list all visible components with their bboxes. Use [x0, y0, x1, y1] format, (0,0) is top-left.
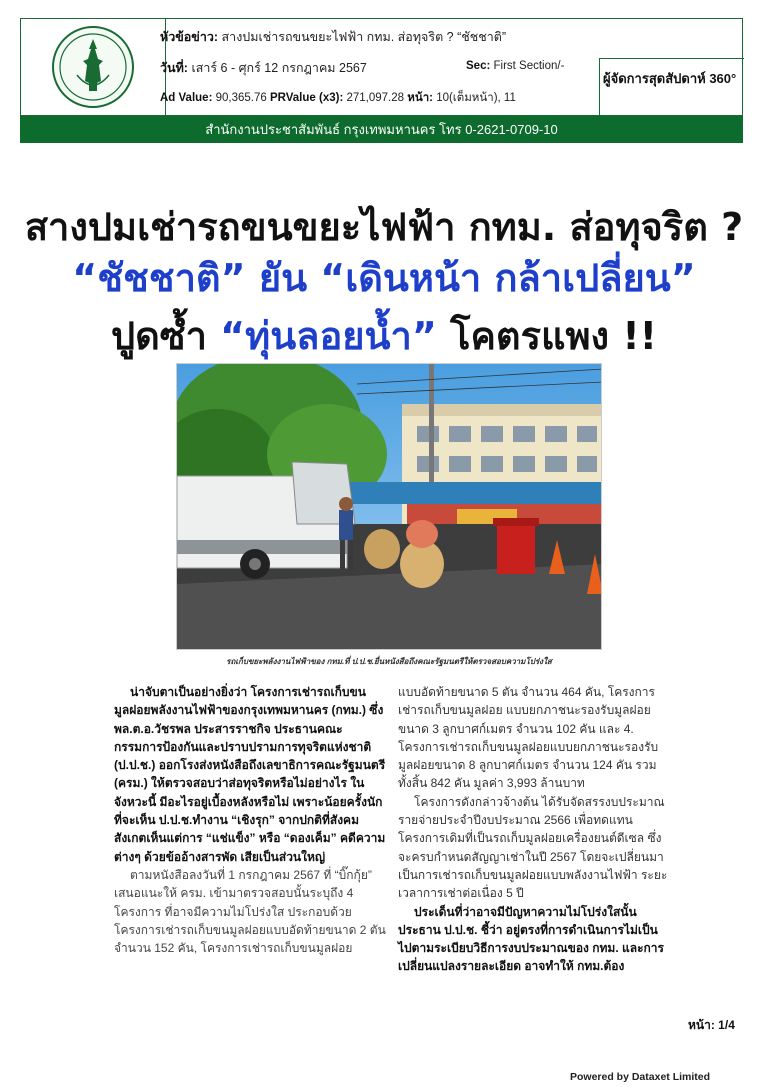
date-label: วันที่:: [160, 61, 188, 75]
article-paragraph: แบบอัดท้ายขนาด 5 ตัน จำนวน 464 คัน, โครงการเช่ารถเก็บขนมูลฝอย แบบยกภาชนะรองรับมูลฝอยขนาด 3 ลูกบาศก์เมตร จำนวน 102 คัน และ 4. โครงการเช่ารถเก็บขนมูลฝอยแบบยกภาชนะรองรับมูลฝอยขนาด 8 ลูกบาศก์เมตร จำนวน 124 คัน รวมทั้งสิ้น 842 คัน มูลค่า 3,993 ล้านบาท: [398, 685, 659, 791]
photo-caption: รถเก็บขยะพลังงานไฟฟ้าของ กทม.ที่ ป.ป.ช.ยื่นหนังสือถึงคณะรัฐมนตรีให้ตรวจสอบความโปร่งใส: [226, 657, 552, 666]
article-column-left: [114, 683, 386, 957]
value-info: [160, 89, 516, 107]
agency-contact-bar: สำนักงานประชาสัมพันธ์ กรุงเทพมหานคร โทร 0-2621-0709-10: [20, 116, 743, 143]
garbage-truck-street-photo: [177, 364, 602, 650]
section-info: [466, 60, 564, 72]
publication-cell: [599, 58, 744, 116]
publication-name: ผู้จัดการสุดสัปดาห์ 360°: [603, 71, 737, 86]
date-value: เสาร์ 6 - ศุกร์ 12 กรกฎาคม 2567: [191, 61, 367, 75]
headline-line-3-b: “ทุ่นลอยน้ำ”: [220, 314, 437, 358]
headline-info: [160, 27, 506, 47]
ad-value-label: Ad Value:: [160, 92, 213, 104]
page-label: หน้า:: [407, 92, 433, 104]
article-paragraph: น่าจับตาเป็นอย่างยิ่งว่า โครงการเช่ารถเก็บขนมูลฝอยพลังงานไฟฟ้าของกรุงเทพมหานคร (กทม.) ซึ่ง พล.ต.อ.วัชรพล ประสารราชกิจ ประธานคณะกรรมการป้องกันและปราบปรามการทุจริตแห่งชาติ (ป.ป.ช.) ออกโรงส่งหนังสือถึงเลขาธิการคณะรัฐมนตรี (ครม.) ให้ตรวจสอบว่าส่อทุจริตหรือไม่อย่างไร ในจังหวะนี้ มีอะไรอยู่เบื้องหลังหรือไม่ เพราะน้อยครั้งนักที่จะเห็น ป.ป.ช.ทำงาน “เชิงรุก” จากปกติที่สังคมสังเกตเห็นแต่การ “แช่แข็ง” หรือ “ดองเค็ม” คดีความต่างๆ ด้วยข้ออ้างสารพัด เสียเป็นส่วนใหญ่: [114, 685, 386, 864]
headline-line-3-a: ปูดซ้ำ: [111, 314, 207, 358]
page-number: หน้า: 1/4: [688, 1018, 735, 1032]
headline-line-3: [0, 305, 768, 366]
news-photo: [176, 363, 602, 650]
powered-by-footer: Powered by Dataxet Limited: [570, 1071, 711, 1083]
pr-value: 271,097.28: [346, 92, 405, 104]
headline-label: หัวข้อข่าว:: [160, 30, 219, 44]
section-label: Sec:: [466, 60, 491, 72]
bangkok-seal-logo: [51, 25, 135, 109]
seal-cell: [21, 19, 166, 115]
page-value: 10(เต็มหน้า), 11: [436, 92, 516, 104]
headline-line-3-c: โคตรแพง !!: [450, 314, 657, 358]
article-paragraph: ตามหนังสือลงวันที่ 1 กรกฎาคม 2567 ที่ “บิ๊กกุ้ย” เสนอแนะให้ ครม. เข้ามาตรวจสอบนั้นระบุถึง 4 โครงการ ที่อาจมีความไม่โปร่งใส ประกอบด้วย โครงการเช่ารถเก็บขนมูลฝอยแบบอัดท้ายขนาด 2 ตัน จำนวน 152 คัน, โครงการเช่ารถเก็บขนมูลฝอย: [114, 867, 386, 956]
section-value: First Section/-: [493, 60, 565, 72]
headline-value: สางปมเช่ารถขนขยะไฟฟ้า กทม. ส่อทุจริต ? “ชัชชาติ”: [221, 30, 507, 44]
article-paragraph: โครงการดังกล่าวจ้างต้น ได้รับจัดสรรงบประมาณรายจ่ายประจำปีงบประมาณ 2566 เพื่อทดแทนโครงการเดิมที่เป็นรถเก็บมูลฝอยเครื่องยนต์ดีเซล ซึ่งจะครบกำหนดสัญญาเช่าในปี 2567 โดยจะเปลี่ยนมาเป็นการเช่ารถเก็บขนมูลฝอยแบบพลังงานไฟฟ้า ระยะเวลาการเช่าต่อเนื่อง 5 ปี: [398, 794, 668, 901]
headline-line-2: “ชัชชาติ” ยัน “เดินหน้า กล้าเปลี่ยน”: [72, 256, 696, 300]
pr-value-label: PRValue (x3):: [269, 92, 344, 104]
article-paragraph: ประเด็นที่ว่าอาจมีปัญหาความไม่โปร่งใสนั้น ประธาน ป.ป.ช. ชี้ว่า อยู่ตรงที่การดำเนินการไม่เป็นไปตามระเบียบวิธีการงบประมาณของ กทม. และการเปลี่ยนแปลงรายละเอียด อาจทำให้ กทม.ต้อง: [398, 904, 664, 974]
article-column-right: [398, 683, 670, 976]
ad-value: 90,365.76: [215, 92, 267, 104]
headline-line-1: สางปมเช่ารถขนขยะไฟฟ้า กทม. ส่อทุจริต ?: [24, 205, 744, 249]
date-info: [160, 58, 367, 78]
